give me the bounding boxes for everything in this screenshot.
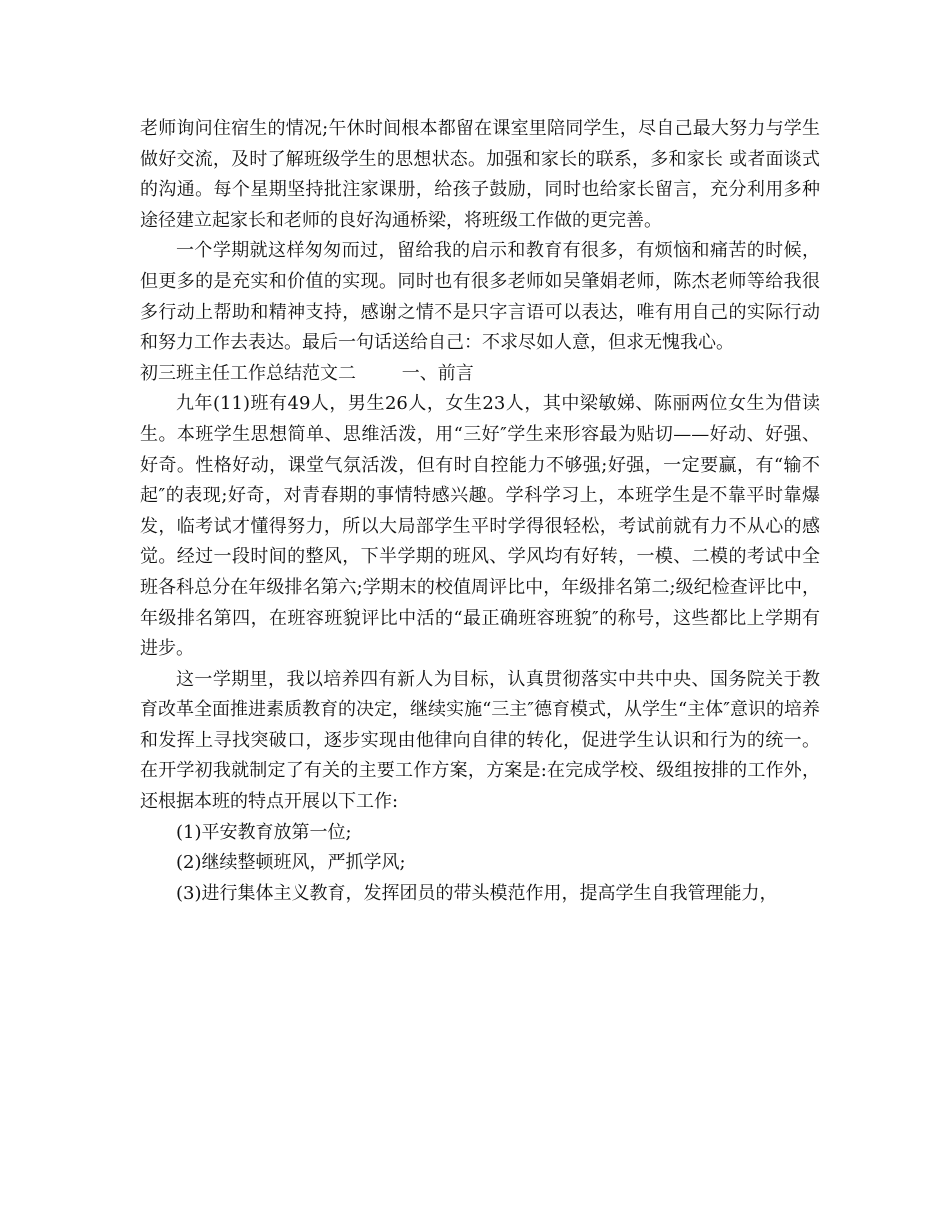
- list-item: (3)进行集体主义教育，发挥团员的带头模范作用，提高学生自我管理能力，: [176, 882, 778, 904]
- section-title: 一、前言: [401, 362, 474, 384]
- list-item: (1)平安教育放第一位;: [176, 821, 352, 843]
- paragraph-work-plan: 这一学期里，我以培养四有新人为目标，认真贯彻落实中共中央、国务院关于教育改革全面推进素质教育的决定，继续实施“三主″德育模式，从学生“主体″意识的培养和发挥上寻找突破口，逐步实现由他律向自律的转化，促进学生认识和行为的统一。在开学初我就制定了有关的主要工作方案，方案是:在完成学校、级组按排的工作外，还根据本班的特点开展以下工作:: [140, 668, 820, 813]
- list-item: (2)继续整顿班风，严抓学风;: [176, 852, 406, 874]
- document-body: [140, 114, 820, 909]
- paragraph-class-overview: 九年(11)班有49人，男生26人，女生23人，其中梁敏娣、陈丽两位女生为借读生。本班学生思想简单、思维活泼，用“三好″学生来形容最为贴切——好动、好强、好奇。性格好动，课堂气氛活泼，但有时自控能力不够强;好强，一定要赢，有“输不起″的表现;好奇，对青春期的事情特感兴趣。学科学习上，本班学生是不靠平时靠爆发，临考试才懂得努力，所以大局部学生平时学得很轻松，考试前就有力不从心的感觉。经过一段时间的整风，下半学期的班风、学风均有好转，一模、二模的考试中全班各科总分在年级排名第六;学期末的校值周评比中，年级排名第二;级纪检查评比中，年级排名第四，在班容班貌评比中活的“最正确班容班貌″的称号，这些都比上学期有进步。: [140, 393, 820, 660]
- paragraph-reflection: 一个学期就这样匆匆而过，留给我的启示和教育有很多，有烦恼和痛苦的时候，但更多的是充实和价值的实现。同时也有很多老师如吴肇娟老师，陈杰老师等给我很多行动上帮助和精神支持，感谢之情不是只字言语可以表达，唯有用自己的实际行动和努力工作去表达。最后一句话送给自己：不求尽如人意，但求无愧我心。: [140, 240, 820, 354]
- paragraph-continued: 老师询问住宿生的情况;午休时间根本都留在课室里陪同学生，尽自己最大努力与学生做好交流，及时了解班级学生的思想状态。加强和家长的联系，多和家长 或者面谈式的沟通。每个星期坚持批注家课册，给孩子鼓励，同时也给家长留言，充分利用多种途径建立起家长和老师的良好沟通桥梁，将班级工作做的更完善。: [140, 118, 820, 231]
- section-heading: [140, 359, 820, 390]
- document-title: 初三班主任工作总结范文二: [140, 362, 356, 384]
